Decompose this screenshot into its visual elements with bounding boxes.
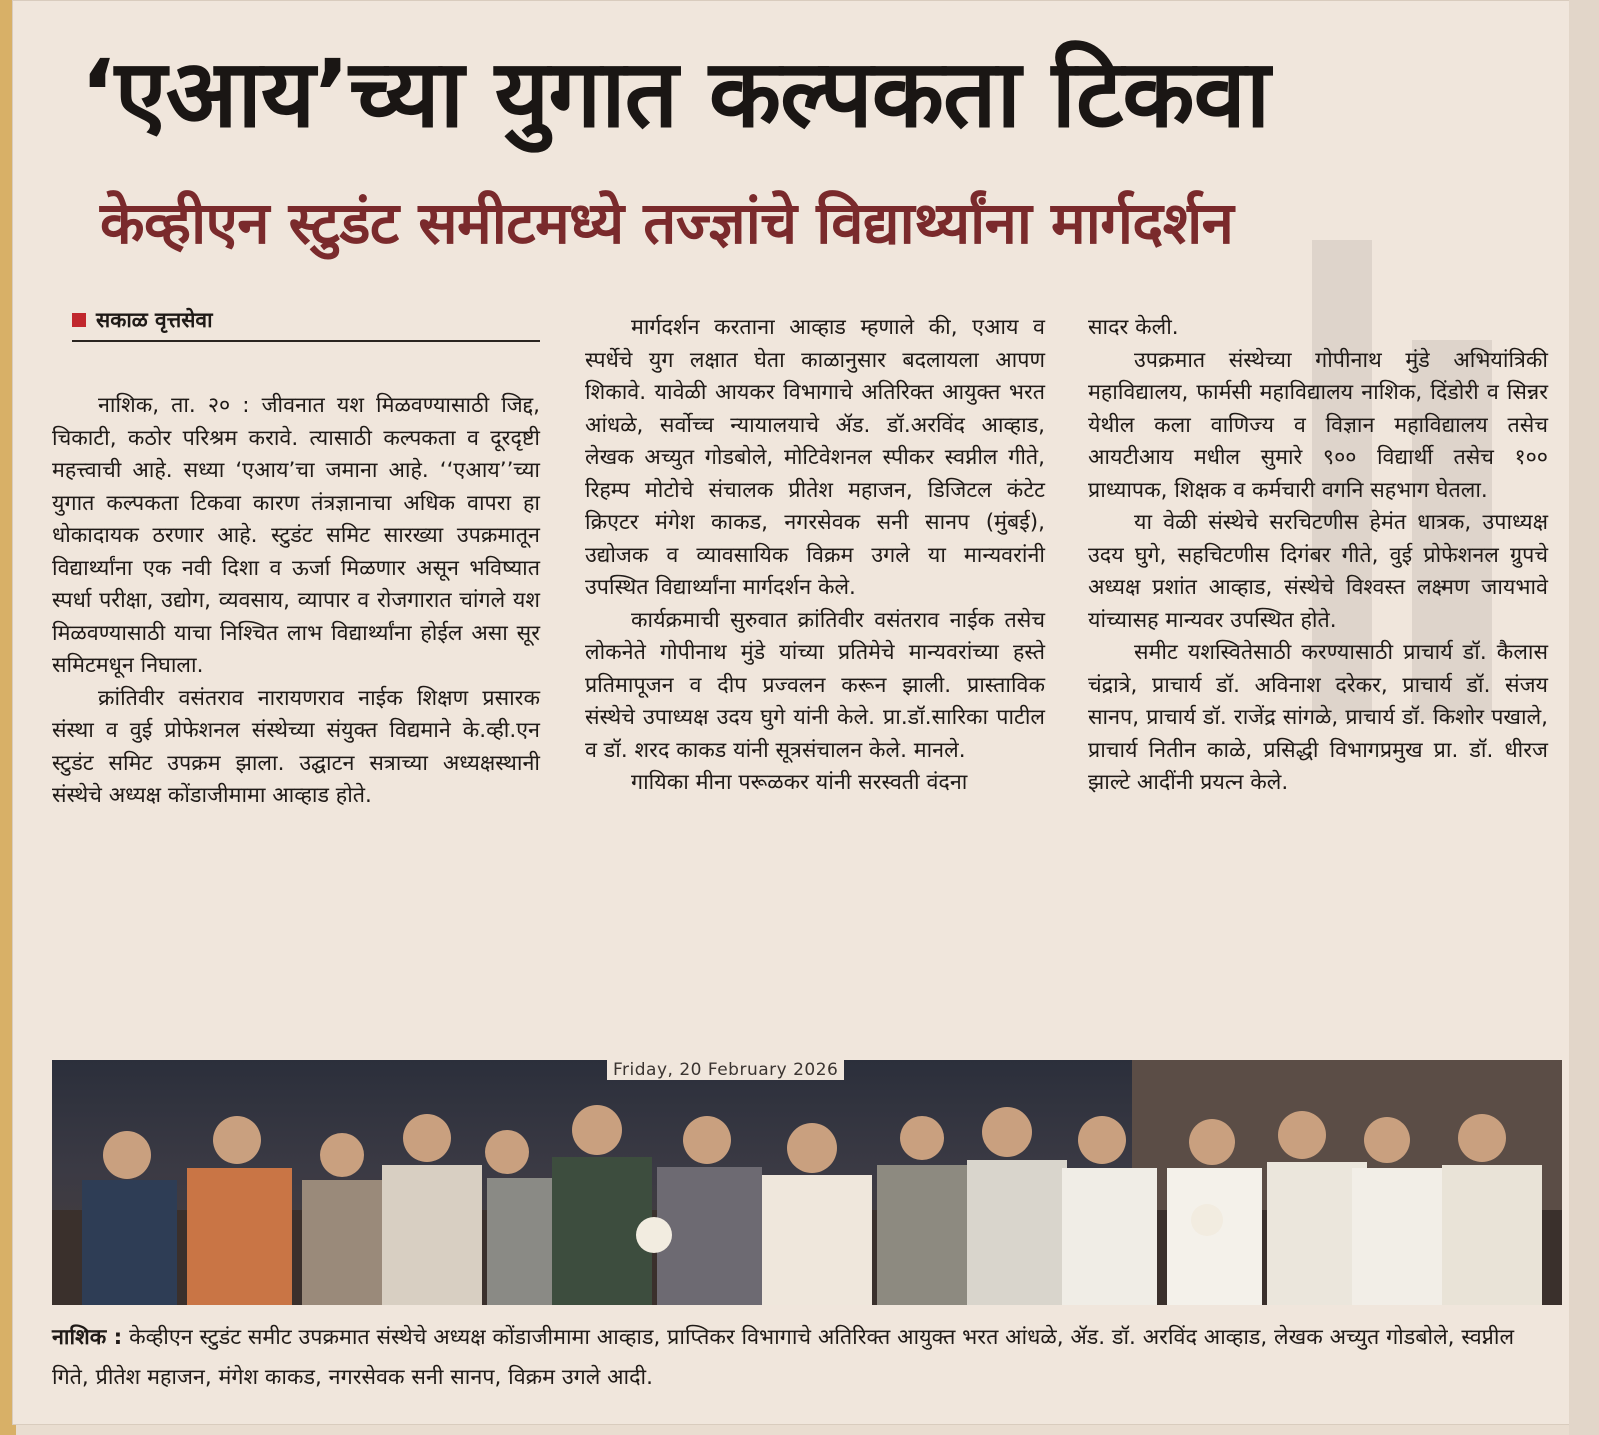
article-column-1: [52, 390, 540, 813]
paragraph: कार्यक्रमाची सुरुवात क्रांतिवीर वसंतराव नाईक तसेच लोकनेते गोपीनाथ मुंडे यांच्या प्रतिमेचे मान्यवरांच्या हस्ते प्रतिमापूजन व दीप प्रज्वलन करून झाली. प्रास्ताविक संस्थेचे उपाध्यक्ष उदय घुगे यांनी केले. प्रा.डॉ.सारिका पाटील व डॉ. शरद काकड यांनी सूत्रसंचालन केले. मानले.: [585, 607, 1045, 763]
paragraph: नाशिक, ता. २० : जीवनात यश मिळवण्यासाठी जिद्द, चिकाटी, कठोर परिश्रम करावे. त्यासाठी कल्पकता व दूरदृष्टी महत्त्वाची आहे. सध्या ‘एआय’चा जमाना आहे. ‘‘एआय’’च्या युगात कल्पकता टिकवा कारण तंत्रज्ञानाचा अधिक वापरा हा धोकादायक ठरणार आहे. स्टुडंट समिट सारख्या उपक्रमातून विद्यार्थ्यांना एक नवी दिशा व ऊर्जा मिळणार असून भविष्यात स्पर्धा परीक्षा, उद्योग, व्यवसाय, व्यापार व रोजगारात चांगले यश मिळवण्यासाठी याचा निश्चित लाभ विद्यार्थ्यांना होईल असा सूर समिटमधून निघाला.: [52, 393, 540, 678]
paragraph: मार्गदर्शन करताना आव्हाड म्हणाले की, एआय व स्पर्धेचे युग लक्षात घेता काळानुसार बदलायला आपण शिकावे. यावेळी आयकर विभागाचे अतिरिक्त आयुक्त भरत आंधळे, सर्वोच्च न्यायालयाचे ॲड. डॉ.अरविंद आव्हाड, लेखक अच्युत गोडबोले, मोटिवेशनल स्पीकर स्वप्नील गीते, रिहम्प मोटोचे संचालक प्रीतेश महाजन, डिजिटल कंटेट क्रिएटर मंगेश काकड, नगरसेवक सनी सानप (मुंबई), उद्योजक व व्यावसायिक विक्रम उगले या मान्यवरांनी उपस्थित विद्यार्थ्यांना मार्गदर्शन केले.: [585, 315, 1045, 600]
headline: ‘एआय’च्या युगात कल्पकता टिकवा: [80, 40, 1270, 149]
paragraph: समीट यशस्वितेसाठी करण्यासाठी प्राचार्य डॉ. कैलास चंद्रात्रे, प्राचार्य डॉ. अविनाश दरेकर, प्राचार्य डॉ. संजय सानप, प्राचार्य डॉ. राजेंद्र सांगळे, प्राचार्य डॉ. किशोर पखाले, प्राचार्य नितीन काळे, प्रसिद्धी विभागप्रमुख प्रा. डॉ. धीरज झाल्टे आदींनी प्रयत्न केले.: [1088, 640, 1548, 795]
square-bullet-icon: [72, 313, 86, 327]
paragraph: या वेळी संस्थेचे सरचिटणीस हेमंत धात्रक, उपाध्यक्ष उदय घुगे, सहचिटणीस दिगंबर गीते, वुई प्रोफेशनल ग्रुपचे अध्यक्ष प्रशांत आव्हाड, संस्थेचे विश्वस्त लक्ष्मण जायभावे यांच्यासह मान्यवर उपस्थित होते.: [1088, 510, 1548, 633]
article-column-3: [1088, 312, 1548, 800]
clipping-right-edge: [1569, 0, 1599, 1435]
byline-text: सकाळ वृत्तसेवा: [96, 308, 213, 332]
paragraph: उपक्रमात संस्थेच्या गोपीनाथ मुंडे अभियांत्रिकी महाविद्यालय, फार्मसी महाविद्यालय नाशिक, दिंडोरी व सिन्नर येथील कला वाणिज्य व विज्ञान महाविद्यालय तसेच आयटीआय मधील सुमारे ९०० विद्यार्थी तसेच १०० प्राध्यापक, शिक्षक व कर्मचारी वगनि सहभाग घेतला.: [1088, 347, 1548, 503]
event-photo: [52, 1060, 1562, 1305]
photo-date-stamp: Friday, 20 February 2026: [607, 1060, 844, 1080]
audience-photo-illustration: [52, 1060, 1562, 1305]
caption-place: नाशिक :: [52, 1325, 123, 1350]
article-column-2: [585, 312, 1045, 800]
caption-text: केव्हीएन स्टुडंट समीट उपक्रमात संस्थेचे अध्यक्ष कोंडाजीमामा आव्हाड, प्राप्तिकर विभागाचे अतिरिक्त आयुक्त भरत आंधळे, ॲड. डॉ. अरविंद आव्हाड, लेखक अच्युत गोडबोले, स्वप्नील गिते, प्रीतेश महाजन, मंगेश काकड, नगरसेवक सनी सानप, विक्रम उगले आदी.: [52, 1325, 1515, 1390]
paragraph: गायिका मीना परूळकर यांनी सरस्वती वंदना: [631, 770, 968, 795]
paragraph: सादर केली.: [1088, 315, 1179, 340]
subheadline: केव्हीएन स्टुडंट समीटमध्ये तज्ज्ञांचे विद्यार्थ्यांना मार्गदर्शन: [100, 189, 1234, 257]
paragraph: क्रांतिवीर वसंतराव नारायणराव नाईक शिक्षण प्रसारक संस्था व वुई प्रोफेशनल संस्थेच्या संयुक्त विद्यमाने के.व्ही.एन स्टुडंट समिट उपक्रम झाला. उद्घाटन सत्राच्या अध्यक्षस्थानी संस्थेचे अध्यक्ष कोंडाजीमामा आव्हाड होते.: [52, 685, 540, 808]
photo-caption: [52, 1318, 1552, 1398]
byline: [72, 300, 540, 342]
